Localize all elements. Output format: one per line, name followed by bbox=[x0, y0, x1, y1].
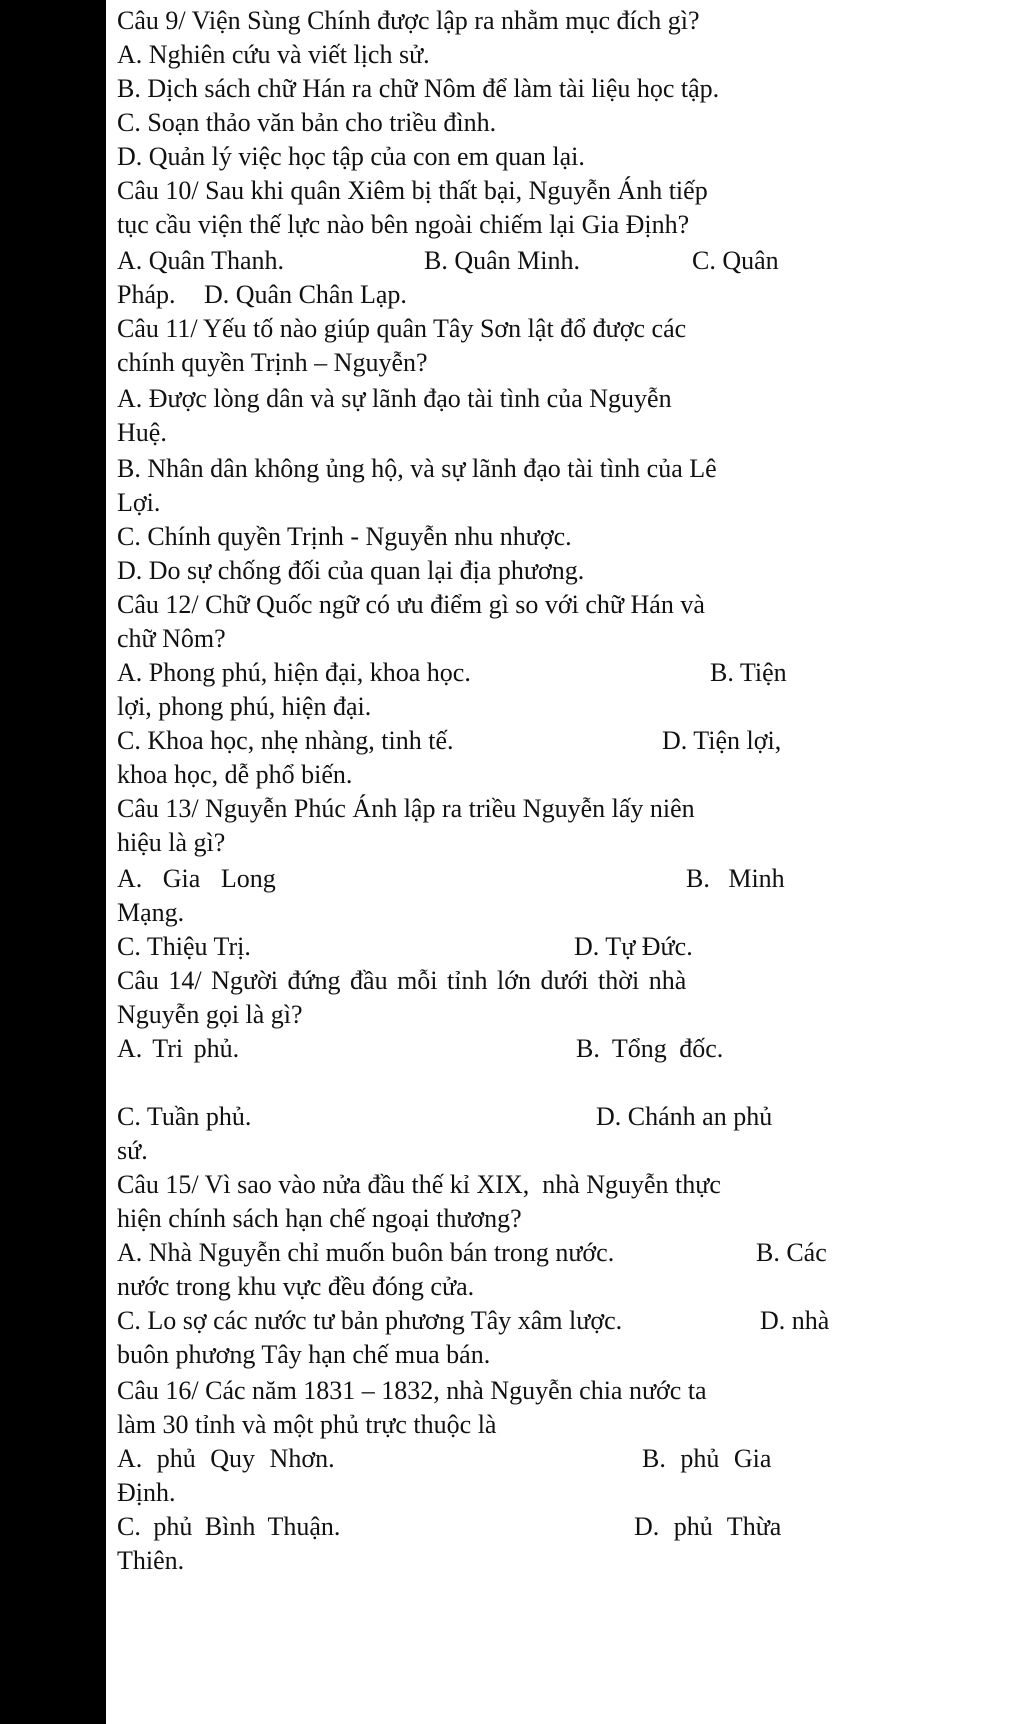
question-15-option-d: D. nhà bbox=[760, 1306, 830, 1335]
question-12-stem-line-1: Câu 12/ Chữ Quốc ngữ có ưu điểm gì so với chữ Hán và bbox=[117, 590, 705, 619]
question-9-option-c: C. Soạn thảo văn bản cho triều đình. bbox=[117, 108, 497, 137]
question-14-option-d-cont: sứ. bbox=[117, 1136, 148, 1165]
question-14-stem-line-2: Nguyễn gọi là gì? bbox=[117, 1000, 303, 1029]
question-13-options-row-2 bbox=[106, 930, 906, 964]
question-12-option-c: C. Khoa học, nhẹ nhàng, tinh tế. bbox=[117, 726, 454, 755]
question-11-option-c: C. Chính quyền Trịnh - Nguyễn nhu nhược. bbox=[117, 522, 572, 551]
question-16-option-b-cont: Định. bbox=[117, 1478, 176, 1507]
question-10-option-c: C. Quân bbox=[692, 246, 779, 275]
question-16-option-b: B. phủ Gia bbox=[642, 1444, 772, 1473]
question-10-option-b: B. Quân Minh. bbox=[424, 246, 580, 275]
question-16-stem-line-1: Câu 16/ Các năm 1831 – 1832, nhà Nguyễn chia nước ta bbox=[117, 1376, 707, 1405]
question-14-options-row-1 bbox=[106, 1032, 906, 1066]
question-16-stem-line-2: làm 30 tỉnh và một phủ trực thuộc là bbox=[117, 1410, 497, 1439]
question-15-options-row-2 bbox=[106, 1304, 1006, 1338]
question-13-stem-line-2: hiệu là gì? bbox=[117, 828, 226, 857]
question-10-options-row-2 bbox=[106, 278, 906, 312]
question-15-option-b-cont: nước trong khu vực đều đóng cửa. bbox=[117, 1272, 475, 1301]
question-11-option-b: B. Nhân dân không ủng hộ, và sự lãnh đạo tài tình của Lê bbox=[117, 454, 717, 483]
question-14-option-b: B. Tổng đốc. bbox=[576, 1034, 724, 1063]
question-11-option-a-cont: Huệ. bbox=[117, 418, 167, 447]
question-11-option-b-cont: Lợi. bbox=[117, 488, 161, 517]
question-14-option-c: C. Tuần phủ. bbox=[117, 1102, 252, 1131]
question-14-stem-line-1: Câu 14/ Người đứng đầu mỗi tỉnh lớn dưới thời nhà bbox=[117, 966, 687, 995]
question-12-option-d-cont: khoa học, dễ phổ biến. bbox=[117, 760, 353, 789]
question-15-options-row-1 bbox=[106, 1236, 1006, 1270]
question-13-option-d: D. Tự Đức. bbox=[574, 932, 693, 961]
question-12-options-row-1 bbox=[106, 656, 906, 690]
document-page bbox=[106, 0, 1024, 1724]
question-11-option-d: D. Do sự chống đối của quan lại địa phương. bbox=[117, 556, 585, 585]
question-14-option-a: A. Tri phủ. bbox=[117, 1034, 240, 1063]
question-9-option-a: A. Nghiên cứu và viết lịch sử. bbox=[117, 40, 430, 69]
question-12-stem-line-2: chữ Nôm? bbox=[117, 624, 226, 653]
question-10-stem-line-2: tục cầu viện thế lực nào bên ngoài chiếm lại Gia Định? bbox=[117, 210, 690, 239]
question-16-option-d: D. phủ Thừa bbox=[634, 1512, 782, 1541]
question-13-option-c: C. Thiệu Trị. bbox=[117, 932, 251, 961]
question-12-option-b-cont: lợi, phong phú, hiện đại. bbox=[117, 692, 372, 721]
question-10-option-a: A. Quân Thanh. bbox=[117, 246, 285, 275]
question-14-options-row-2 bbox=[106, 1100, 906, 1134]
question-16-options-row-1 bbox=[106, 1442, 906, 1476]
question-10-option-c-cont: Pháp. bbox=[117, 280, 176, 309]
question-10-stem-line-1: Câu 10/ Sau khi quân Xiêm bị thất bại, Nguyễn Ánh tiếp bbox=[117, 176, 708, 205]
question-10-option-d: D. Quân Chân Lạp. bbox=[204, 280, 407, 309]
question-13-option-b: B. Minh bbox=[686, 864, 785, 893]
question-9-option-d: D. Quản lý việc học tập của con em quan lại. bbox=[117, 142, 585, 171]
question-11-stem-line-1: Câu 11/ Yếu tố nào giúp quân Tây Sơn lật đổ được các bbox=[117, 314, 687, 343]
question-12-option-a: A. Phong phú, hiện đại, khoa học. bbox=[117, 658, 471, 687]
question-9-option-b: B. Dịch sách chữ Hán ra chữ Nôm để làm tài liệu học tập. bbox=[117, 74, 720, 103]
question-11-stem-line-2: chính quyền Trịnh – Nguyễn? bbox=[117, 348, 428, 377]
question-16-option-a: A. phủ Quy Nhơn. bbox=[117, 1444, 335, 1473]
question-13-options-row-1 bbox=[106, 862, 906, 896]
question-12-options-row-2 bbox=[106, 724, 906, 758]
question-12-option-b: B. Tiện bbox=[710, 658, 787, 687]
question-15-option-a: A. Nhà Nguyễn chỉ muốn buôn bán trong nước. bbox=[117, 1238, 615, 1267]
question-14-option-d: D. Chánh an phủ bbox=[596, 1102, 773, 1131]
question-9-stem bbox=[117, 4, 917, 38]
question-12-option-d: D. Tiện lợi, bbox=[662, 726, 782, 755]
question-16-option-d-cont: Thiên. bbox=[117, 1546, 185, 1575]
question-15-option-c: C. Lo sợ các nước tư bản phương Tây xâm lược. bbox=[117, 1306, 623, 1335]
question-10-options-row-1 bbox=[106, 244, 906, 278]
question-13-stem-line-1: Câu 13/ Nguyễn Phúc Ánh lập ra triều Nguyễn lấy niên bbox=[117, 794, 695, 823]
question-15-option-b: B. Các bbox=[756, 1238, 827, 1267]
question-13-option-b-cont: Mạng. bbox=[117, 898, 185, 927]
question-13-option-a: A. Gia Long bbox=[117, 864, 276, 893]
question-11-option-a: A. Được lòng dân và sự lãnh đạo tài tình của Nguyễn bbox=[117, 384, 672, 413]
question-16-option-c: C. phủ Bình Thuận. bbox=[117, 1512, 341, 1541]
stem-text: Câu 9/ Viện Sùng Chính được lập ra nhằm mục đích gì? bbox=[117, 6, 700, 35]
question-15-stem-line-2: hiện chính sách hạn chế ngoại thương? bbox=[117, 1204, 522, 1233]
question-15-stem-line-1: Câu 15/ Vì sao vào nửa đầu thế kỉ XIX, nhà Nguyễn thực bbox=[117, 1170, 721, 1199]
question-16-options-row-2 bbox=[106, 1510, 906, 1544]
question-15-option-d-cont: buôn phương Tây hạn chế mua bán. bbox=[117, 1340, 491, 1369]
